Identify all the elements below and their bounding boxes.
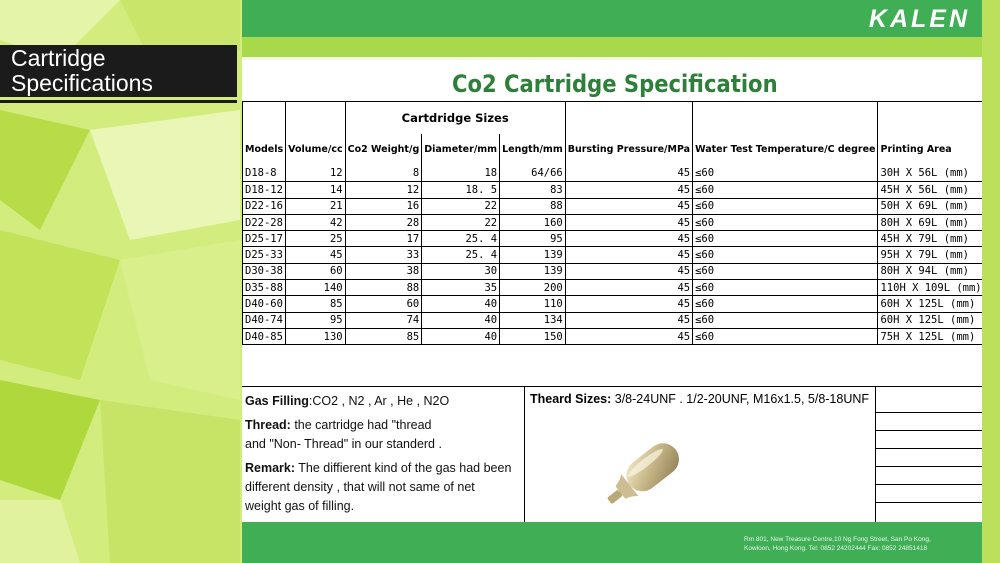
table-row bbox=[243, 328, 983, 344]
slide bbox=[242, 0, 982, 563]
table-cell: 42 bbox=[286, 214, 345, 230]
column-header: Length/mm bbox=[500, 134, 566, 166]
sidebar-title bbox=[0, 45, 237, 97]
table-cell: 95H X 79L (mm) bbox=[878, 247, 982, 263]
thread-line: Thread: the cartridge had "thread bbox=[245, 418, 432, 432]
group-header-sizes: Cartdridge Sizes bbox=[345, 102, 565, 134]
table-cell: 40 bbox=[422, 296, 500, 312]
table-cell: ≤60 bbox=[693, 247, 878, 263]
notes-block bbox=[245, 392, 511, 516]
thread-label: Thread: bbox=[245, 418, 291, 432]
table-cell: 40 bbox=[422, 312, 500, 328]
table-cell: D22-16 bbox=[243, 198, 286, 214]
table-cell: ≤60 bbox=[693, 166, 878, 182]
gas-filling-value: :CO2 , N2 , Ar , He , N2O bbox=[308, 394, 450, 408]
spec-table bbox=[242, 101, 982, 345]
table-cell: 88 bbox=[500, 198, 566, 214]
table-cell: 60H X 125L (mm) bbox=[878, 296, 982, 312]
table-cell: ≤60 bbox=[693, 214, 878, 230]
theard-sizes bbox=[530, 392, 876, 406]
header-bar bbox=[242, 0, 982, 37]
notes-top-rule bbox=[242, 386, 982, 387]
column-header: Co2 Weight/g bbox=[345, 134, 422, 166]
theard-value: 3/8-24UNF . 1/2-20UNF, M16x1.5, 5/8-18UNF bbox=[611, 392, 870, 406]
header-row-groups bbox=[243, 102, 983, 134]
table-cell: 45 bbox=[565, 296, 692, 312]
table-cell: 60 bbox=[286, 263, 345, 279]
table-cell: 45 bbox=[565, 198, 692, 214]
table-cell: ≤60 bbox=[693, 198, 878, 214]
table-cell: 14 bbox=[286, 182, 345, 198]
header-rule bbox=[242, 57, 982, 60]
table-cell: 45 bbox=[565, 328, 692, 344]
table-cell: ≤60 bbox=[693, 328, 878, 344]
column-header: Bursting Pressure/MPa bbox=[565, 134, 692, 166]
table-cell: 45 bbox=[565, 263, 692, 279]
table-cell: 45 bbox=[286, 247, 345, 263]
sidebar-rule bbox=[0, 100, 237, 103]
table-cell: 200 bbox=[500, 280, 566, 296]
table-row bbox=[243, 182, 983, 198]
table-cell: 38 bbox=[345, 263, 422, 279]
table-row bbox=[243, 296, 983, 312]
table-cell: 45 bbox=[565, 214, 692, 230]
table-cell: 60 bbox=[345, 296, 422, 312]
table-cell: 35 bbox=[422, 280, 500, 296]
table-row bbox=[243, 247, 983, 263]
table-cell: 22 bbox=[422, 198, 500, 214]
table-row bbox=[243, 166, 983, 182]
table-cell: 12 bbox=[286, 166, 345, 182]
table-cell: 30 bbox=[422, 263, 500, 279]
column-header: Water Test Temperature/C degree bbox=[693, 134, 878, 166]
table-cell: ≤60 bbox=[693, 182, 878, 198]
table-cell: 16 bbox=[345, 198, 422, 214]
table-cell: 74 bbox=[345, 312, 422, 328]
table-cell: 88 bbox=[345, 280, 422, 296]
table-cell: D40-74 bbox=[243, 312, 286, 328]
table-cell: 25 bbox=[286, 231, 345, 247]
table-cell: 75H X 125L (mm) bbox=[878, 328, 982, 344]
remark-label: Remark: bbox=[245, 461, 296, 475]
table-cell: 28 bbox=[345, 214, 422, 230]
table-cell: ≤60 bbox=[693, 231, 878, 247]
header-row-columns bbox=[243, 134, 983, 166]
column-header: Volume/cc bbox=[286, 134, 345, 166]
table-cell: 18 bbox=[422, 166, 500, 182]
table-cell: D40-85 bbox=[243, 328, 286, 344]
table-cell: 45H X 56L (mm) bbox=[878, 182, 982, 198]
table-cell: 21 bbox=[286, 198, 345, 214]
table-row bbox=[243, 231, 983, 247]
thread-line-2: and "Non- Thread" in our standerd . bbox=[245, 437, 442, 451]
header-band bbox=[242, 37, 982, 57]
table-row bbox=[243, 263, 983, 279]
table-cell: D18-12 bbox=[243, 182, 286, 198]
table-cell: 45H X 79L (mm) bbox=[878, 231, 982, 247]
table-cell: 134 bbox=[500, 312, 566, 328]
table-cell: 160 bbox=[500, 214, 566, 230]
theard-label: Theard Sizes: bbox=[530, 392, 612, 406]
table-row bbox=[243, 312, 983, 328]
table-cell: 80H X 69L (mm) bbox=[878, 214, 982, 230]
column-header: Diameter/mm bbox=[422, 134, 500, 166]
footer-address: Rm 801, New Treasure Centre,10 Ng Fong Street, San Po Kong, Kowloon, Hong Kong. Tel: 0852 24202444 Fax: 0852 24851418 bbox=[744, 536, 931, 552]
right-strip bbox=[982, 0, 1000, 563]
footer-bar bbox=[242, 522, 982, 563]
table-cell: D35-88 bbox=[243, 280, 286, 296]
table-cell: 45 bbox=[565, 247, 692, 263]
table-cell: 139 bbox=[500, 247, 566, 263]
table-cell: D18-8 bbox=[243, 166, 286, 182]
table-cell: 45 bbox=[565, 280, 692, 296]
table-cell: D22-28 bbox=[243, 214, 286, 230]
table-cell: 25. 4 bbox=[422, 231, 500, 247]
table-cell: 25. 4 bbox=[422, 247, 500, 263]
table-cell: D25-33 bbox=[243, 247, 286, 263]
gas-filling-line bbox=[245, 392, 511, 411]
cartridge-image bbox=[592, 418, 692, 508]
table-cell: 85 bbox=[286, 296, 345, 312]
table-cell: 18. 5 bbox=[422, 182, 500, 198]
table-cell: 45 bbox=[565, 166, 692, 182]
table-cell: 45 bbox=[565, 182, 692, 198]
column-header: Printing Area bbox=[878, 134, 982, 166]
table-cell: 33 bbox=[345, 247, 422, 263]
table-cell: 130 bbox=[286, 328, 345, 344]
brand-logo: KALEN bbox=[868, 5, 970, 33]
table-cell: 139 bbox=[500, 263, 566, 279]
table-cell: 12 bbox=[345, 182, 422, 198]
table-cell: 60H X 125L (mm) bbox=[878, 312, 982, 328]
table-cell: 64/66 bbox=[500, 166, 566, 182]
table-cell: ≤60 bbox=[693, 280, 878, 296]
table-row bbox=[243, 214, 983, 230]
table-cell: 30H X 56L (mm) bbox=[878, 166, 982, 182]
sidebar-title-line2: Specifications bbox=[11, 70, 153, 96]
table-cell: 95 bbox=[286, 312, 345, 328]
table-cell: 45 bbox=[565, 312, 692, 328]
table-cell: 80H X 94L (mm) bbox=[878, 263, 982, 279]
sidebar-title-line1: Cartridge bbox=[11, 45, 106, 71]
table-cell: 95 bbox=[500, 231, 566, 247]
table-cell: 8 bbox=[345, 166, 422, 182]
table-cell: 85 bbox=[345, 328, 422, 344]
table-cell: 50H X 69L (mm) bbox=[878, 198, 982, 214]
notes-divider bbox=[524, 386, 525, 522]
table-row bbox=[243, 198, 983, 214]
table-cell: D25-17 bbox=[243, 231, 286, 247]
table-cell: D40-60 bbox=[243, 296, 286, 312]
remark-line: Remark: The diffierent kind of the gas had been bbox=[245, 461, 512, 475]
sheet-title: Co2 Cartridge Specification bbox=[452, 70, 778, 98]
spec-table-body bbox=[243, 166, 983, 345]
table-cell: ≤60 bbox=[693, 263, 878, 279]
table-cell: 140 bbox=[286, 280, 345, 296]
table-row bbox=[243, 280, 983, 296]
column-header: Models bbox=[243, 134, 286, 166]
table-cell: 83 bbox=[500, 182, 566, 198]
table-cell: D30-38 bbox=[243, 263, 286, 279]
remark-line-2: different density , that will not same of net bbox=[245, 480, 475, 494]
gas-filling-label: Gas Filling bbox=[245, 394, 309, 408]
table-cell: ≤60 bbox=[693, 296, 878, 312]
table-cell: 150 bbox=[500, 328, 566, 344]
table-cell: 110 bbox=[500, 296, 566, 312]
table-cell: 45 bbox=[565, 231, 692, 247]
table-cell: 110H X 109L (mm) bbox=[878, 280, 982, 296]
table-cell: 17 bbox=[345, 231, 422, 247]
table-cell: 40 bbox=[422, 328, 500, 344]
table-cell: ≤60 bbox=[693, 312, 878, 328]
table-cell: 22 bbox=[422, 214, 500, 230]
remark-line-3: weight gas of filling. bbox=[245, 499, 355, 513]
